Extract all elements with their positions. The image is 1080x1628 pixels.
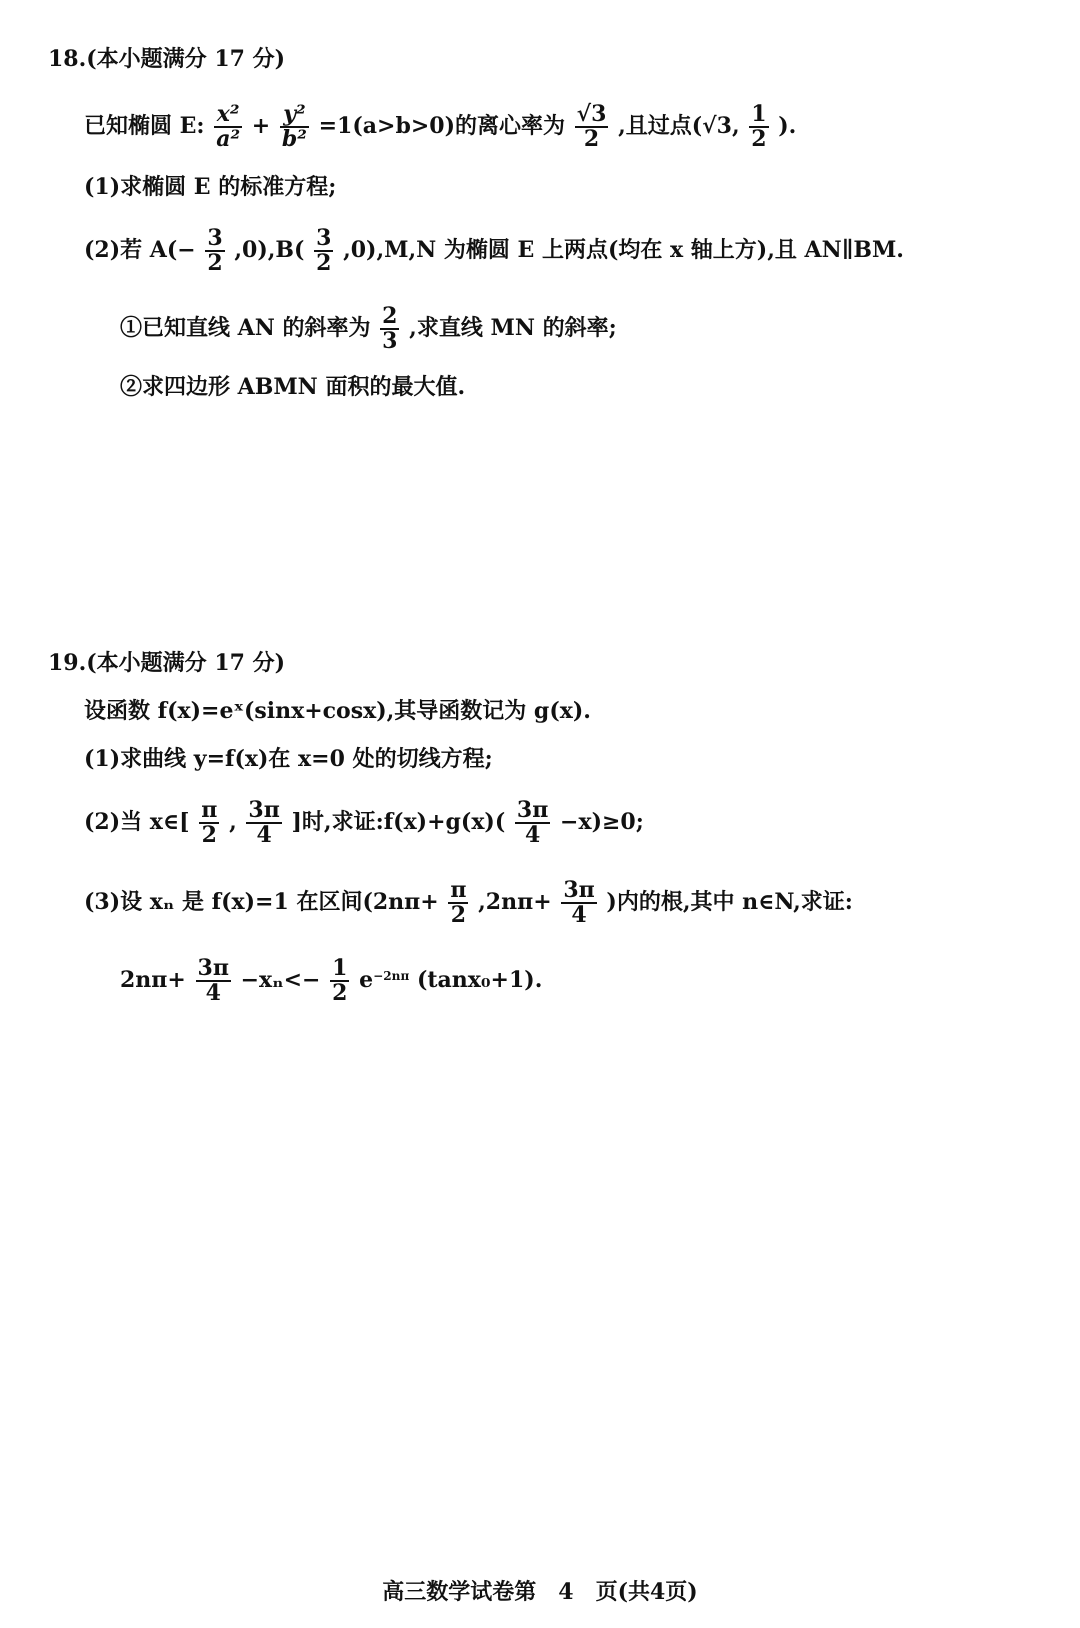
- q18-pass-text: ,且过点(√3,: [618, 113, 740, 139]
- q19-ineq-pre: 2nπ+: [120, 967, 186, 993]
- q19-ineq-mid: −xₙ<−: [240, 967, 321, 993]
- q18-s1-post: ,求直线 MN 的斜率;: [409, 315, 617, 341]
- q18-known-pre: 已知椭圆 E:: [84, 113, 205, 139]
- q19-3pi4-fraction-2: [515, 796, 550, 848]
- q18-s1-pre: ①已知直线 AN 的斜率为: [120, 315, 371, 341]
- q18-statement: [84, 96, 796, 156]
- q18-b-num: 3: [316, 224, 332, 251]
- q19-ineq-num: 3π: [197, 954, 229, 981]
- q19-3pi4-fraction: [246, 796, 281, 848]
- q19-pi2-fraction: [199, 796, 219, 848]
- q19-half-num: 1: [332, 954, 348, 981]
- q18-p2-mid: ,0),B(: [234, 237, 305, 263]
- q19-interval-right-fraction: [561, 876, 596, 928]
- q19-p3-mid: ,2nπ+: [478, 889, 552, 915]
- q19-inequality: [120, 950, 542, 1010]
- q19-ineq-den: 4: [205, 980, 221, 1006]
- q18-ecc-fraction: [575, 100, 609, 152]
- q18-y2: y²: [280, 103, 309, 128]
- q19-ineq-exponent: −2nπ: [373, 968, 410, 983]
- q19-p2-pre: (2)当 x∈[: [84, 809, 190, 835]
- q19-p2-mid: ]时,求证:f(x)+g(x)(: [291, 809, 506, 835]
- page-footer: 高三数学试卷第 4 页(共4页): [382, 1579, 698, 1605]
- q18-plus: +: [251, 113, 271, 139]
- q18-slope-den: 3: [382, 328, 398, 354]
- q18-p2-post: ,0),M,N 为椭圆 E 上两点(均在 x 轴上方),且 AN∥BM.: [343, 237, 904, 263]
- q18-ecc-num: √3: [576, 100, 607, 127]
- q19-interval-left-fraction: [448, 876, 468, 928]
- q18-a2: a²: [216, 126, 241, 152]
- q18-header: 18.(本小题满分 17 分): [48, 46, 286, 72]
- q18-slope-num: 2: [382, 302, 398, 329]
- q18-point-fraction: [749, 100, 768, 152]
- q18-b-den: 2: [316, 250, 332, 276]
- q18-slope-fraction: [380, 302, 399, 354]
- q19-ineq-post: (tanx₀+1).: [416, 967, 543, 993]
- q19-i1-num: π: [450, 876, 467, 903]
- q19-part1: (1)求曲线 y=f(x)在 x=0 处的切线方程;: [84, 746, 493, 772]
- q19-p3-pre: (3)设 xₙ 是 f(x)=1 在区间(2nπ+: [84, 889, 439, 915]
- q18-y2-b2-fraction: [280, 100, 309, 152]
- q19-tpi-den: 4: [256, 822, 272, 848]
- q19-comma: ,: [229, 809, 237, 835]
- q19-p3-post: )内的根,其中 n∈N,求证:: [606, 889, 853, 915]
- q18-b-fraction: [314, 224, 333, 276]
- q18-b2: b²: [281, 126, 307, 152]
- q19-part2: [84, 792, 644, 852]
- q19-i2-den: 4: [571, 902, 587, 928]
- q19-part3: [84, 872, 853, 932]
- q19-i1-den: 2: [450, 902, 467, 928]
- q18-x2: x²: [214, 103, 242, 128]
- q18-p2-pre: (2)若 A(−: [84, 237, 196, 263]
- q19-ineq-e: e: [359, 967, 374, 993]
- q18-ecc-den: 2: [583, 126, 600, 152]
- q18-sub1: [120, 298, 617, 358]
- q18-pt-den: 2: [751, 126, 767, 152]
- q18-part1: (1)求椭圆 E 的标准方程;: [84, 174, 337, 200]
- q19-half-fraction: [330, 954, 349, 1006]
- q19-tpi2-den: 4: [524, 822, 541, 848]
- q18-pt-num: 1: [751, 100, 767, 127]
- q19-p2-post: −x)≥0;: [560, 809, 644, 835]
- q19-half-den: 2: [332, 980, 348, 1006]
- q18-close: ).: [778, 113, 797, 139]
- q19-intro: 设函数 f(x)=eˣ(sinx+cosx),其导函数记为 g(x).: [84, 698, 591, 724]
- q19-header: 19.(本小题满分 17 分): [48, 650, 286, 676]
- q18-a-fraction: [205, 224, 224, 276]
- q19-tpi-num: 3π: [248, 796, 280, 823]
- q18-x2-a2-fraction: [214, 100, 242, 152]
- q18-part2: [84, 220, 904, 280]
- q18-a-num: 3: [207, 224, 223, 251]
- q19-pi-den: 2: [201, 822, 217, 848]
- q19-i2-num: 3π: [563, 876, 595, 903]
- q18-sub2: ②求四边形 ABMN 面积的最大值.: [120, 374, 466, 400]
- q19-ineq-fraction: [196, 954, 231, 1006]
- q19-tpi2-num: 3π: [516, 796, 549, 823]
- q19-pi-num: π: [201, 796, 218, 823]
- q18-eq1: =1(a>b>0)的离心率为: [318, 113, 565, 139]
- q18-a-den: 2: [207, 250, 223, 276]
